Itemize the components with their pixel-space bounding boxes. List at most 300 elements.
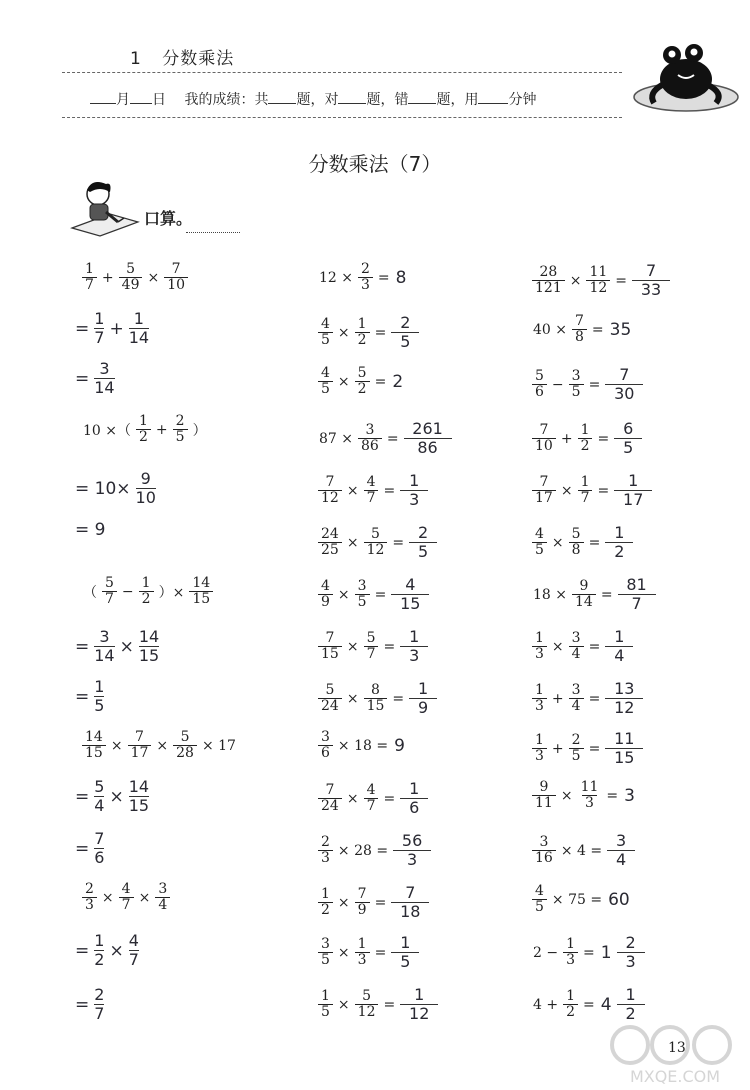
denominator: 6 <box>94 848 105 868</box>
fraction <box>355 317 370 349</box>
numerator: 14 <box>192 575 211 591</box>
denominator: 25 <box>318 542 342 558</box>
numerator: 5 <box>105 575 114 591</box>
numerator: 1 <box>94 309 105 328</box>
operator: × <box>346 482 359 499</box>
fraction <box>358 423 382 455</box>
handwritten-fraction <box>391 934 419 972</box>
numerator: 7 <box>135 729 144 745</box>
exercise-row <box>72 830 106 868</box>
exercise-row <box>72 470 158 508</box>
fraction <box>355 887 370 919</box>
denominator: 5 <box>391 952 419 971</box>
numerator: 5 <box>94 777 105 796</box>
fraction <box>355 937 370 969</box>
exercise-row <box>530 884 633 916</box>
numerator: 1 <box>85 261 94 277</box>
denominator: 8 <box>569 542 584 558</box>
numerator: 4 <box>366 782 376 798</box>
exercise-row <box>80 262 190 294</box>
fraction <box>532 423 556 455</box>
handwritten-fraction <box>614 420 642 458</box>
operator: × <box>337 373 350 390</box>
fraction <box>364 475 379 507</box>
numerator: 1 <box>409 471 420 490</box>
denominator: 9 <box>409 698 437 717</box>
numerator: 5 <box>126 261 136 277</box>
operator: = <box>377 269 390 286</box>
numerator: 1 <box>414 985 425 1004</box>
fraction <box>355 989 379 1021</box>
operator: × 75 = <box>551 891 603 908</box>
fraction <box>173 414 188 446</box>
numerator: 2 <box>321 834 330 850</box>
operator: ） <box>192 422 207 439</box>
operator: = <box>374 586 387 603</box>
denominator: 7 <box>364 646 379 662</box>
fraction <box>569 631 584 663</box>
fraction <box>94 678 104 716</box>
operator: × <box>147 269 160 286</box>
numerator: 5 <box>357 365 367 381</box>
operator: = <box>588 638 601 655</box>
numerator: 1 <box>614 523 625 542</box>
fraction <box>164 262 188 294</box>
numerator: 4 <box>321 578 330 594</box>
denominator: 2 <box>94 950 105 970</box>
denominator: 28 <box>173 745 197 761</box>
section-dotted-line <box>186 232 240 233</box>
denominator: 4 <box>569 698 584 714</box>
student-writing-illustration <box>68 178 140 238</box>
fraction <box>136 414 151 446</box>
operator: = <box>588 376 601 393</box>
denominator: 3 <box>582 795 597 811</box>
handwritten-fraction <box>400 472 428 510</box>
operator: × 28 = <box>337 842 389 859</box>
denominator: 3 <box>355 952 370 968</box>
fraction <box>578 780 602 812</box>
fraction <box>364 683 388 715</box>
numerator: 1 <box>409 627 420 646</box>
denominator: 15 <box>189 591 213 607</box>
denominator: 15 <box>605 748 643 767</box>
denominator: 3 <box>532 748 547 764</box>
exercise-row <box>530 524 635 562</box>
numerator: 56 <box>401 831 423 850</box>
denominator: 2 <box>318 902 333 918</box>
fraction <box>94 310 104 348</box>
handwritten-fraction <box>391 314 419 352</box>
numerator: 3 <box>539 834 549 850</box>
handwritten-fraction <box>400 628 428 666</box>
watermark-text: MXQE.COM <box>629 1067 721 1086</box>
exercise-row <box>80 576 215 608</box>
denominator: 14 <box>572 594 596 610</box>
fraction <box>532 527 547 559</box>
denominator: 15 <box>128 796 150 816</box>
fraction <box>129 778 149 816</box>
denominator: 2 <box>617 1004 645 1023</box>
exercise-row <box>72 360 117 398</box>
score-q3: 题，用 <box>436 92 479 108</box>
chapter-heading <box>130 44 234 69</box>
fraction <box>119 262 143 294</box>
denominator: 5 <box>173 429 188 445</box>
numerator: 7 <box>325 782 335 798</box>
handwritten-answer: 1 <box>600 942 612 963</box>
exercise-row <box>72 520 108 540</box>
numerator: 7 <box>575 313 584 329</box>
denominator: 14 <box>128 328 150 348</box>
handwritten-fraction <box>605 730 643 768</box>
exercise-row <box>530 628 635 666</box>
numerator: 3 <box>321 936 330 952</box>
numerator: 14 <box>138 627 160 646</box>
denominator: 12 <box>605 698 643 717</box>
fraction <box>532 733 547 765</box>
chapter-number: 1 <box>130 49 142 69</box>
operator: = <box>615 272 628 289</box>
numerator: 13 <box>614 679 635 698</box>
score-day: 日 <box>152 92 166 108</box>
fraction <box>129 932 139 970</box>
numerator: 1 <box>614 627 625 646</box>
numerator: 6 <box>623 419 634 438</box>
numerator: 9 <box>579 578 589 594</box>
operator: 4 + <box>533 996 559 1013</box>
numerator: 2 <box>625 933 636 952</box>
numerator: 1 <box>139 413 148 429</box>
handwritten-answer: 4 <box>600 994 612 1015</box>
handwritten-fraction <box>404 420 452 458</box>
numerator: 1 <box>580 474 590 490</box>
numerator: 24 <box>321 526 339 542</box>
operator: = <box>75 940 90 961</box>
denominator: 10 <box>164 277 188 293</box>
numerator: 9 <box>140 469 151 488</box>
exercise-row <box>530 420 644 458</box>
denominator: 3 <box>400 490 428 509</box>
numerator: 1 <box>580 422 590 438</box>
operator: × <box>560 787 573 804</box>
fraction <box>94 830 104 868</box>
denominator: 121 <box>532 280 565 296</box>
operator: × <box>337 944 350 961</box>
exercise-row <box>316 314 421 352</box>
fraction <box>318 631 342 663</box>
numerator: 1 <box>566 936 576 952</box>
operator: + <box>560 430 573 447</box>
denominator: 2 <box>578 438 593 454</box>
operator: = <box>583 996 595 1013</box>
denominator: 5 <box>569 384 584 400</box>
denominator: 7 <box>618 594 656 613</box>
fraction <box>94 932 104 970</box>
fraction <box>569 369 584 401</box>
operator: = <box>75 786 90 807</box>
exercise-row <box>316 262 409 294</box>
numerator: 2 <box>571 732 581 748</box>
handwritten-fraction <box>393 832 431 870</box>
numerator: 1 <box>418 679 429 698</box>
operator: = <box>374 373 387 390</box>
numerator: 3 <box>571 682 581 698</box>
numerator: 1 <box>535 630 544 646</box>
denominator: 5 <box>355 594 370 610</box>
numerator: 1 <box>321 988 330 1004</box>
fraction <box>129 310 149 348</box>
numerator: 81 <box>626 575 647 594</box>
exercise-row <box>530 680 645 718</box>
operator: = <box>374 324 387 341</box>
denominator: 3 <box>393 850 431 869</box>
operator: = <box>75 318 90 339</box>
numerator: 5 <box>535 368 544 384</box>
operator: × <box>337 586 350 603</box>
numerator: 3 <box>357 578 367 594</box>
handwritten-fraction <box>391 576 429 614</box>
denominator: 15 <box>364 698 388 714</box>
operator: × 4 = <box>560 842 603 859</box>
operator: = <box>588 690 601 707</box>
operator: × <box>346 690 359 707</box>
exercise-row <box>530 262 672 300</box>
numerator: 7 <box>325 474 335 490</box>
denominator: 5 <box>532 899 547 915</box>
denominator: 10 <box>532 438 556 454</box>
fraction <box>532 631 547 663</box>
handwritten-answer: 60 <box>608 889 630 910</box>
exercise-row <box>316 884 431 922</box>
operator: × <box>346 638 359 655</box>
fraction <box>532 780 556 812</box>
exercise-row <box>72 778 151 816</box>
operator: − <box>551 376 564 393</box>
exercise-row <box>316 730 408 762</box>
fraction <box>364 631 379 663</box>
watermark-logo <box>600 1020 750 1090</box>
numerator: 2 <box>361 261 370 277</box>
fraction <box>318 475 342 507</box>
numerator: 7 <box>645 261 657 280</box>
fraction <box>532 475 556 507</box>
operator: = <box>392 534 405 551</box>
operator: = <box>383 638 396 655</box>
denominator: 7 <box>119 897 134 913</box>
exercise-row <box>530 986 647 1024</box>
denominator: 7 <box>102 591 117 607</box>
numerator: 2 <box>175 413 185 429</box>
exercise-row <box>316 366 406 398</box>
numerator: 5 <box>325 682 335 698</box>
page-title: 分数乘法（7） <box>308 152 442 176</box>
operator: = <box>75 686 90 707</box>
denominator: 7 <box>128 950 139 970</box>
operator: = <box>374 944 387 961</box>
handwritten-fraction <box>400 986 438 1024</box>
operator: 40 × <box>533 321 567 338</box>
denominator: 7 <box>364 490 379 506</box>
fraction <box>563 937 578 969</box>
fraction <box>128 730 152 762</box>
numerator: 5 <box>180 729 190 745</box>
numerator: 1 <box>625 985 636 1004</box>
numerator: 1 <box>409 779 420 798</box>
numerator: 1 <box>133 309 144 328</box>
fraction <box>139 628 159 666</box>
operator: + <box>551 740 564 757</box>
operator: = <box>583 944 595 961</box>
operator: = <box>75 994 90 1015</box>
handwritten-fraction <box>391 884 429 922</box>
exercise-row <box>530 832 637 870</box>
denominator: 7 <box>82 277 97 293</box>
denominator: 7 <box>364 798 379 814</box>
numerator: 14 <box>85 729 103 745</box>
operator: × <box>346 790 359 807</box>
operator: × <box>346 534 359 551</box>
exercise-row <box>530 934 647 972</box>
operator: （ <box>83 584 97 601</box>
exercise-row <box>530 366 645 404</box>
fraction <box>358 262 373 294</box>
denominator: 4 <box>94 796 105 816</box>
numerator: 4 <box>535 883 544 899</box>
numerator: 3 <box>99 359 110 378</box>
denominator: 3 <box>358 277 373 293</box>
handwritten-fraction <box>409 524 437 562</box>
exercise-row <box>72 986 106 1024</box>
numerator: 7 <box>405 883 416 902</box>
denominator: 4 <box>605 646 633 665</box>
numerator: 1 <box>535 732 544 748</box>
numerator: 3 <box>365 422 375 438</box>
numerator: 7 <box>325 630 335 646</box>
operator: 87 × <box>319 430 353 447</box>
numerator: 1 <box>94 931 105 950</box>
denominator: 15 <box>138 646 160 666</box>
handwritten-fraction <box>605 366 643 404</box>
exercise-row <box>530 730 645 768</box>
denominator: 2 <box>136 429 151 445</box>
header-divider-top <box>62 72 622 73</box>
denominator: 5 <box>569 748 584 764</box>
fraction <box>318 366 333 398</box>
operator: + <box>551 690 564 707</box>
denominator: 17 <box>128 745 152 761</box>
fraction <box>82 882 97 914</box>
denominator: 17 <box>532 490 556 506</box>
fraction <box>155 882 170 914</box>
denominator: 49 <box>119 277 143 293</box>
handwritten-fraction <box>617 934 645 972</box>
operator: = <box>588 740 601 757</box>
fraction <box>318 989 333 1021</box>
handwritten-answer: 9 <box>394 735 405 756</box>
score-q2: 题，错 <box>366 92 409 108</box>
operator: × <box>551 638 564 655</box>
fraction <box>189 576 213 608</box>
denominator: 12 <box>364 542 388 558</box>
operator: × <box>119 636 134 657</box>
operator: × <box>337 894 350 911</box>
denominator: 14 <box>94 378 115 398</box>
fraction <box>94 360 114 398</box>
fraction <box>569 733 584 765</box>
page-number: 13 <box>668 1040 686 1056</box>
fraction <box>82 730 106 762</box>
denominator: 6 <box>400 798 428 817</box>
operator: = <box>591 321 604 338</box>
operator: 18 × <box>533 586 567 603</box>
denominator: 11 <box>532 795 556 811</box>
numerator: 28 <box>539 264 558 280</box>
denominator: 10 <box>135 488 156 508</box>
denominator: 5 <box>391 332 419 351</box>
denominator: 4 <box>155 897 170 913</box>
exercise-row <box>316 472 430 510</box>
denominator: 3 <box>82 897 97 913</box>
fraction <box>94 778 104 816</box>
exercise-row <box>316 832 433 870</box>
operator: ）× <box>158 584 185 601</box>
handwritten-fraction <box>618 576 656 614</box>
operator: × <box>560 482 573 499</box>
exercise-row <box>316 934 421 972</box>
fraction <box>318 783 342 815</box>
operator: × <box>156 737 169 754</box>
denominator: 16 <box>532 850 556 866</box>
exercise-row <box>530 314 634 346</box>
handwritten-answer: 8 <box>395 267 407 288</box>
fraction <box>318 527 342 559</box>
denominator: 3 <box>617 952 645 971</box>
operator: = <box>606 787 619 804</box>
denominator: 15 <box>82 745 106 761</box>
operator: = <box>600 586 613 603</box>
denominator: 12 <box>355 1004 379 1020</box>
denominator: 33 <box>632 280 670 299</box>
numerator: 1 <box>400 933 411 952</box>
numerator: 7 <box>357 886 367 902</box>
exercise-row <box>316 628 430 666</box>
header-divider-bottom <box>62 117 622 118</box>
handwritten-fraction <box>605 680 643 718</box>
denominator: 24 <box>318 798 342 814</box>
operator: = <box>392 690 405 707</box>
handwritten-fraction <box>400 780 428 818</box>
denominator: 12 <box>400 1004 438 1023</box>
fraction <box>532 369 547 401</box>
operator: + <box>101 269 114 286</box>
fraction <box>139 576 154 608</box>
denominator: 15 <box>318 646 342 662</box>
handwritten-answer: 2 <box>392 371 404 392</box>
denominator: 5 <box>532 542 547 558</box>
numerator: 261 <box>412 419 443 438</box>
operator: = <box>374 894 387 911</box>
numerator: 4 <box>121 881 131 897</box>
fraction <box>119 882 134 914</box>
numerator: 4 <box>321 316 330 332</box>
fraction <box>94 986 104 1024</box>
numerator: 7 <box>539 422 549 438</box>
fraction <box>532 265 565 297</box>
operator: × <box>551 534 564 551</box>
fraction <box>318 835 333 867</box>
numerator: 1 <box>566 988 576 1004</box>
